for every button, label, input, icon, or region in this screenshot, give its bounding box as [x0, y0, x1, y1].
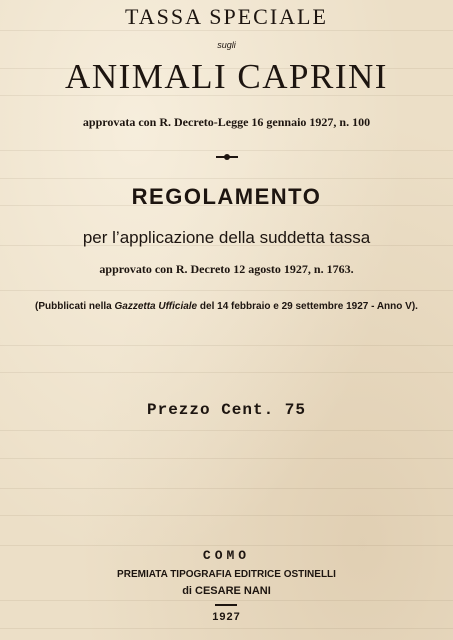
title-line-1: TASSA SPECIALE [125, 4, 328, 29]
publication-note-after: del 14 febbraio e 29 settembre 1927 - Anno V). [197, 301, 418, 312]
publication-note [0, 301, 453, 312]
publisher-owner: di CESARE NANI [182, 585, 271, 597]
publication-year: 1927 [212, 611, 241, 623]
title-connector: sugli [217, 40, 236, 50]
publisher-press: PREMIATA TIPOGRAFIA EDITRICE OSTINELLI [117, 569, 336, 580]
title-line-2: ANIMALI CAPRINI [65, 57, 388, 96]
approval-law: approvata con R. Decreto-Legge 16 gennaio 1927, n. 100 [82, 115, 371, 129]
ornamental-rule-dot [224, 154, 230, 160]
footer-rule [215, 604, 237, 606]
regulation-subtitle: per l’applicazione della suddetta tassa [82, 228, 371, 247]
regulation-heading: REGOLAMENTO [131, 184, 322, 209]
approval-decree: approvato con R. Decreto 12 agosto 1927, n. 1763. [99, 262, 354, 276]
gazette-name: Gazzetta Ufficiale [114, 301, 198, 312]
publisher-city: COMO [202, 548, 251, 563]
price: Prezzo Cent. 75 [146, 401, 307, 419]
publication-note-before: (Pubblicati nella [35, 301, 115, 312]
